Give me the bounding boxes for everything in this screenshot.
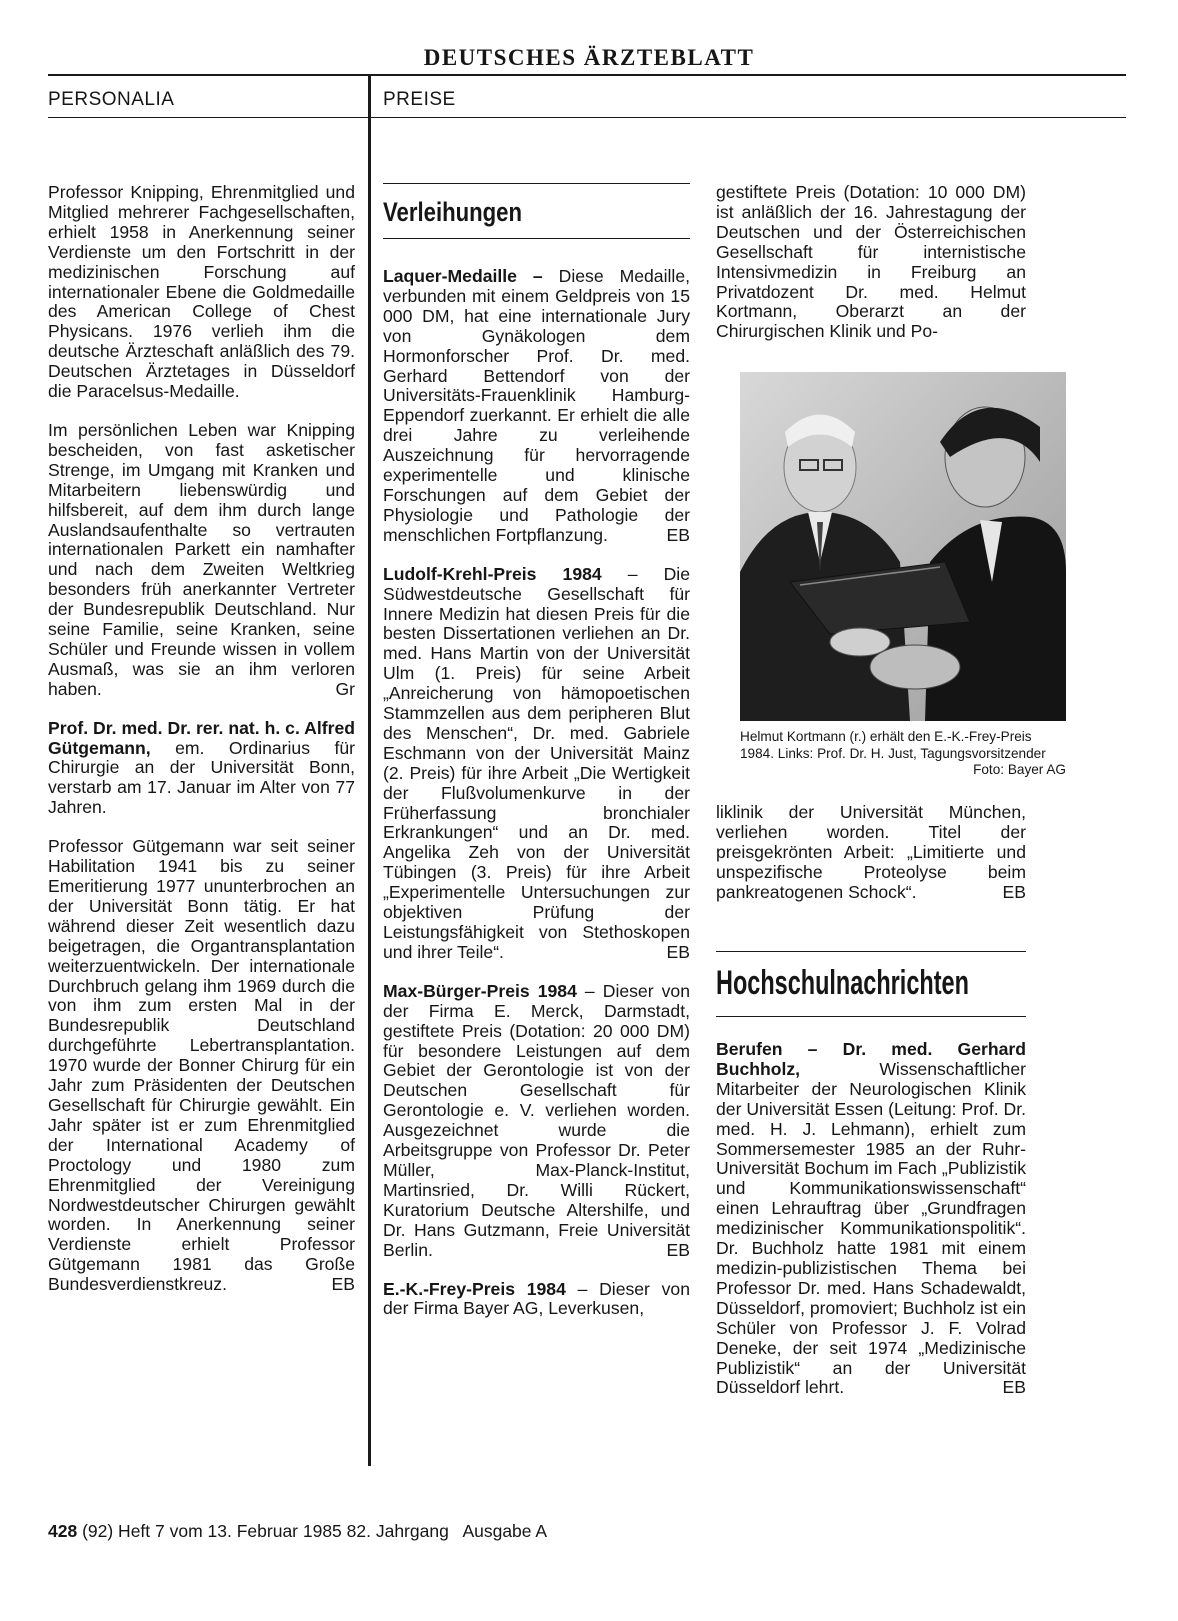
paragraph-lead-bold: E.-K.-Frey-Preis 1984 bbox=[383, 1278, 566, 1299]
paragraph-lead-bold: Laquer-Medaille – bbox=[383, 266, 543, 286]
author-signature: EB bbox=[1002, 1377, 1026, 1398]
paragraph-berufen-buchholz bbox=[716, 1040, 1026, 1398]
issue-info: (92) Heft 7 vom 13. Februar 1985 82. Jahrgang Ausgabe A bbox=[82, 1521, 548, 1541]
heading-rule-bottom bbox=[383, 238, 690, 239]
column-2 bbox=[383, 267, 690, 1319]
paragraph-guetgemann-obituary bbox=[48, 719, 355, 819]
heading-text: Verleihungen bbox=[383, 197, 523, 227]
paragraph-text: – Dieser von der Firma Bayer AG, Leverkusen, bbox=[383, 1278, 690, 1319]
column-3-top bbox=[716, 183, 1026, 342]
paragraph-text: Wissenschaftlicher Mitarbeiter der Neurologischen Klinik der Universität Essen (Leitung: Prof. Dr. med. H. J. Lehmann), erhielt zum Sommersemester 1985 an der Ruhr-Universität Bochum im Fach „Publizistik und Kommunikationswissenschaft“ einen Lehrauftrag über „Grundfragen medizinischer Kommunikationspolitik“. Dr. Buchholz hatte 1981 mit einem medizin-publizistischen Thema bei Professor Dr. med. Hans Schadewaldt, Düsseldorf, promoviert; Buchholz ist ein Schüler von Professor J. F. Volrad Deneke, der seit 1974 „Medizinische Publizistik“ an der Universität Düsseldorf lehrt. bbox=[716, 1058, 1026, 1398]
heading-rule-top bbox=[716, 951, 1026, 952]
heading-hochschulnachrichten bbox=[716, 963, 1083, 1003]
paragraph-lead-bold: Ludolf-Krehl-Preis 1984 bbox=[383, 563, 602, 584]
top-rule bbox=[48, 74, 1126, 76]
photo-credit: Foto: Bayer AG bbox=[973, 762, 1066, 777]
paragraph-lead-bold: Berufen – Dr. med. Gerhard Buchholz, bbox=[716, 1039, 1026, 1079]
paragraph-max-buerger-preis bbox=[383, 982, 690, 1261]
paragraph-text: – Dieser von der Firma E. Merck, Darmstadt, gestiftete Preis (Dotation: 20 000 DM) für besondere Leistungen auf dem Gebiet der Gerontologie ist von der Deutschen Gesellschaft für Gerontologie e. V. verliehen worden. Ausgezeichnet wurde die Arbeitsgruppe von Professor Dr. Peter Müller, Max-Planck-Institut, Martinsried, Dr. Willi Rückert, Kuratorium Deutsche Altershilfe, und Dr. Hans Gutzmann, Freie Universität Berlin. bbox=[383, 980, 690, 1260]
paragraph-ludolf-krehl-preis bbox=[383, 565, 690, 963]
column-3-middle bbox=[716, 803, 1026, 903]
paragraph-knipping-personal bbox=[48, 421, 355, 700]
author-signature: EB bbox=[666, 941, 690, 962]
paragraph-text: Diese Medaille, verbunden mit einem Geldpreis von 15 000 DM, hat eine internationale Jury von Gynäkologen dem Hormonforscher Prof. Dr. med. Gerhard Bettendorf von der Universitäts-Frauenklinik Hamburg-Eppendorf zuerkannt. Er erhielt die alle drei Jahre zu verleihende Auszeichnung für hervorragende experimentelle und klinische Forschungen auf dem Gebiet der Physiologie und Pathologie der menschlichen Fortpflanzung. bbox=[383, 266, 690, 545]
paragraph-frey-continued: gestiftete Preis (Dotation: 10 000 DM) ist anläßlich der 16. Jahrestagung der Deutschen und der Österreichischen Gesellschaft für internistische Intensivmedizin in Freiburg an Privatdozent Dr. med. Helmut Kortmann, Oberarzt an der Chirurgischen Klinik und Po- bbox=[716, 182, 1026, 342]
paragraph-lead-bold: Prof. Dr. med. Dr. rer. nat. h. c. Alfred Gütgemann, bbox=[48, 717, 355, 758]
paragraph-guetgemann-career bbox=[48, 837, 355, 1295]
caption-text: Helmut Kortmann (r.) erhält den E.-K.-Frey-Preis 1984. Links: Prof. Dr. H. Just, Tagungsvorsitzender bbox=[740, 729, 1046, 761]
paragraph-knipping-honors: Professor Knipping, Ehrenmitglied und Mitglied mehrerer Fachgesellschaften, erhielt 1958 in Anerkennung seiner Verdienste um den Fortschritt in der medizinischen Forschung auf internationaler Ebene die Goldmedaille des American College of Chest Physicans. 1976 verlieh ihm die deutsche Ärzteschaft anläßlich des 79. Deutschen Ärztetages in Düsseldorf die Paracelsus-Medaille. bbox=[48, 182, 355, 402]
heading-text: Hochschulnachrichten bbox=[716, 964, 969, 1002]
award-ceremony-image bbox=[740, 372, 1066, 721]
column-1 bbox=[48, 183, 355, 1295]
paragraph-frey-title bbox=[716, 803, 1026, 903]
award-photo bbox=[740, 372, 1066, 721]
section-label-personalia: PERSONALIA bbox=[48, 89, 175, 110]
paragraph-text: Professor Gütgemann war seit seiner Habilitation 1941 bis zu seiner Emeritierung 1977 ununterbrochen an der Universität Bonn tätig. Er hat während dieser Zeit wesentlich dazu beigetragen, die Organtransplantation weiterzuentwickeln. Der internationale Durchbruch gelang ihm 1969 durch die von ihm zum ersten Mal in der Bundesrepublik Deutschland durchgeführte Lebertransplantation. 1970 wurde der Bonner Chirurg für ein Jahr zum Präsidenten der Deutschen Gesellschaft für Chirurgie gewählt. Ein Jahr später ist er zum Ehrenmitglied der International Academy of Proctology und 1980 zum Ehrenmitglied der Vereinigung Nordwestdeutscher Chirurgen gewählt worden. In Anerkennung seiner Verdienste erhielt Professor Gütgemann 1981 das Große Bundesverdienstkreuz. bbox=[48, 836, 355, 1295]
section-label-preise: PREISE bbox=[383, 89, 456, 110]
masthead-title: DEUTSCHES ÄRZTEBLATT bbox=[423, 45, 755, 70]
heading-rule-top bbox=[383, 183, 690, 184]
paragraph-text: Im persönlichen Leben war Knipping bescheiden, von fast asketischer Strenge, im Umgang mit Kranken und Mitarbeitern liebenswürdig und hilfsbereit, auf dem ihm durch lange Auslandsaufenthalte so vertrauten internationalen Parkett ein namhafter und nach dem Zweiten Weltkrieg besonders früh anerkannter Vertreter der Bundesrepublik Deutschland. Nur seine Familie, seine Kranken, seine Schüler und Freunde wissen in vollem Ausmaß, was sie an ihm verloren haben. bbox=[48, 419, 355, 699]
author-signature: EB bbox=[666, 524, 690, 545]
paragraph-laquer-medaille bbox=[383, 267, 690, 546]
author-signature: EB bbox=[1002, 881, 1026, 902]
paragraph-lead-bold: Max-Bürger-Preis 1984 bbox=[383, 980, 577, 1001]
author-signature: EB bbox=[666, 1239, 690, 1260]
section-rule bbox=[48, 117, 1126, 118]
author-signature: Gr bbox=[335, 678, 355, 699]
paragraph-text: em. Ordinarius für Chirurgie an der Universität Bonn, verstarb am 17. Januar im Alter von 77 Jahren. bbox=[48, 737, 355, 818]
paragraph-text: – Die Südwestdeutsche Gesellschaft für Innere Medizin hat diesen Preis für die besten Dissertationen verliehen an Dr. med. Hans Martin von der Universität Ulm (1. Preis) für seine Arbeit „Anreicherung von hämopoetischen Stammzellen aus dem peripheren Blut des Menschen“, Dr. med. Gabriele Eschmann von der Universität Mainz (2. Preis) für ihre Arbeit „Die Wertigkeit der Flußvolumenkurve in der Früherfassung bronchialer Erkrankungen“ und an Dr. med. Angelika Zeh von der Universität Tübingen (3. Preis) für ihre Arbeit „Experimentelle Untersuchungen zur objektiven Prüfung der Leistungsfähigkeit von Stethoskopen und ihrer Teile“. bbox=[383, 563, 690, 962]
heading-verleihungen bbox=[383, 196, 553, 228]
column-3-bottom bbox=[716, 1040, 1026, 1398]
page-number: 428 bbox=[48, 1521, 78, 1541]
page-footer bbox=[48, 1521, 547, 1541]
paragraph-frey-preis bbox=[383, 1280, 690, 1320]
photo-caption bbox=[740, 729, 1066, 779]
column-divider bbox=[368, 76, 371, 1466]
heading-rule-bottom bbox=[716, 1016, 1026, 1017]
author-signature: EB bbox=[331, 1274, 355, 1295]
paragraph-text: liklinik der Universität München, verliehen worden. Titel der preisgekrönten Arbeit: „Limitierte und unspezifische Proteolyse beim pankreatogenen Schock“. bbox=[716, 802, 1026, 902]
